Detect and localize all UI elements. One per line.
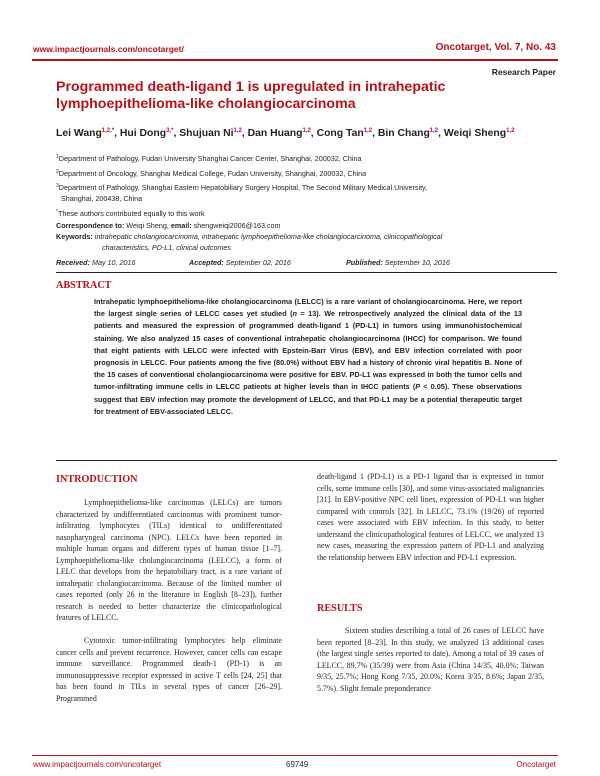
author-affiliation-mark: 1,2 <box>363 128 373 134</box>
left-column <box>56 497 282 704</box>
introduction-paragraph: Lymphoepithelioma-like carcinomas (LELCs) are tumors characterized by undifferentiated carcinomas with prominent tumor-infiltrating lymphocytes (TILs) identical to undifferentiated nasopharyngeal carcinoma (NPC). LELCs have been reported in multiple human organs and different types of human tissue [1–7]. Lymphoepithelioma-like cholangiocarcinoma (LELCC), a form of LELC that develops from the hepatobiliary tract, is a rare variant of intrahepatic cholangiocarcinoma. Because of the limited number of cases reported (only 26 in the literature in English [8–23]), further research is needed to better characterize the clinicopathological features of LELCC. <box>56 498 282 623</box>
accepted-label: Accepted: <box>189 258 224 267</box>
affiliation-text: Shanghai, 200438, China <box>61 194 143 203</box>
correspondence-name: Weiqi Sheng, <box>126 221 169 230</box>
affiliation-text: Department of Oncology, Shanghai Medical College, Fudan University, Shanghai, 200032, China <box>58 168 367 178</box>
affiliation-item <box>56 167 556 179</box>
abstract-text: Intrahepatic lymphoepithelioma-like cholangiocarcinoma (LELCC) is a rare variant of cholangiocarcinoma. Here, we report the largest single series of LELCC cases yet studied ( <box>94 297 522 319</box>
introduction-paragraph: Cytotoxic tumor-infiltrating lymphocytes help eliminate cancer cells and prevent recurrence. However, cancer cells can escape immune surveillance. Programmed death-1 (PD-1) is an immunosuppressive receptor expressed in active T cells [24, 25] that has been found in TILs in several types of cancer [26–29]. Programmed <box>56 636 282 703</box>
affiliation-item <box>56 207 556 219</box>
footer-journal-name: Oncotarget <box>516 760 556 769</box>
affiliation-item-continued <box>56 193 556 204</box>
footer-journal-url[interactable]: www.impactjournals.com/oncotarget <box>33 760 162 769</box>
author-list: Lei Wang$^{1,2,*}$, Hui Dong$^{3,*}$, Shujuan Ni$^{1,2}$, Dan Huang$^{1,2}$, Cong Tan$^{1,2}$, Bin Chang$^{1,2}$, Weiqi Sheng$^{1,2}$ <box>56 128 515 139</box>
author-affiliation-mark: 1,2 <box>233 128 242 134</box>
header-divider <box>32 59 558 61</box>
introduction-heading: INTRODUCTION <box>56 474 138 485</box>
article-metadata <box>56 220 556 253</box>
author-affiliation-mark: 1,2 <box>506 128 515 134</box>
keywords-text: intrahepatic cholangiocarcinoma, intrahepatic lymphoepithelioma-like cholangiocarcinoma, clinicopathological <box>94 232 443 241</box>
email-label: email: <box>170 221 192 230</box>
correspondence-line <box>56 220 556 231</box>
abstract-body <box>94 296 522 418</box>
author-name: Weiqi Sheng <box>443 128 507 139</box>
author-name: Hui Dong <box>119 128 167 139</box>
author-affiliation-mark: 1,2,* <box>101 128 115 134</box>
affiliation-mark: 1 <box>56 154 59 160</box>
footer-divider <box>32 755 558 756</box>
affiliation-text: Department of Pathology, Shanghai Eastern Hepatobiliary Surgery Hospital, The Second Military Medical University, <box>58 183 428 192</box>
keywords-text-continued: characteristics, PD-L1, clinical outcomes <box>102 243 232 252</box>
accepted-date <box>189 258 291 267</box>
received-label: Received: <box>56 258 90 267</box>
author-name: Bin Chang <box>377 128 430 139</box>
affiliation-mark: * <box>56 208 58 215</box>
author-affiliation-mark: 1,2 <box>429 128 439 134</box>
received-date <box>56 258 136 267</box>
published-date <box>346 258 450 267</box>
author-name: Lei Wang <box>56 128 102 139</box>
right-column-top <box>317 471 544 563</box>
right-column-results <box>317 625 544 694</box>
author-name: Cong Tan <box>316 128 364 139</box>
keywords-line <box>56 231 556 242</box>
introduction-paragraph: death-ligand 1 (PD-L1) is a PD-1 ligand that is expressed in tumor cells, some immune cells [30], and some virus-associated malignancies [31]. In EBV-positive NPC cell lines, expression of PD-L1 was higher compared with controls [32]. In LELCC, 73.1% (19/26) of reported cases were associated with EBV infection. In this study, to better understand the clinicopathological features of LELCC, we analyzed 13 new cases, measuring the expression pattern of PD-L1 and analyzing the relationship between EBV infection and PD-L1 expression. <box>317 472 544 562</box>
abstract-text: = 13). We retrospectively analyzed the clinical data of the 13 patients and measured the expression of programmed death-ligand 1 (PD-L1) in tumors using immunohistochemical staining. We also analyzed 15 cases of conventional intrahepatic cholangiocarcinoma (IHCC) for comparison. We found that eight patients with LELCC were infected with Epstein-Barr Virus (EBV), and EBV infection correlated with poor prognosis in LELCC. Four patients among the five (80.0%) without EBV had a history of chronic viral hepatitis B. None of the 15 cases of conventional cholangiocarcinoma were positive for EBV. PD-L1 was expressed in both the tumor cells and tumor-infiltrating immune cells in LELCC patients at higher levels than in IHCC patients ( <box>94 309 522 392</box>
affiliation-list <box>56 152 556 221</box>
abstract-text: < 0.05). These observations suggest that EBV infection may promote the development of LELCC, and that PD-L1 may be a potential therapeutic target for treatment of EBV-associated LELCC. <box>94 382 522 416</box>
page-number: 69749 <box>286 760 309 769</box>
abstract-divider <box>56 460 557 461</box>
results-paragraph: Sixteen studies describing a total of 26 cases of LELCC have been reported [8–23]. In this study, we analyzed 13 additional cases (the largest single series reported to date). Among a total of 39 cases of LELCC, 89.7% (35/39) were from Asia (China 14/35, 40.0%; Taiwan 9/35, 25.7%; Hong Kong 7/35, 20.0%; Korea 3/35, 8.6%; Japan 2/35, 5.7%). Slight female preponderance <box>317 626 544 693</box>
results-heading: RESULTS <box>317 603 363 614</box>
accepted-value: September 02, 2016 <box>225 258 291 267</box>
correspondence-email-link[interactable]: shengweiqi2006@163.com <box>193 221 281 230</box>
abstract-heading: ABSTRACT <box>56 280 112 291</box>
published-label: Published: <box>346 258 383 267</box>
affiliation-mark: 2 <box>56 168 59 175</box>
header-journal-citation: Oncotarget, Vol. 7, No. 43 <box>435 42 556 53</box>
abstract-n-symbol: n <box>292 309 298 319</box>
author-affiliation-mark: 3,* <box>166 128 174 134</box>
affiliation-item <box>56 152 556 164</box>
article-type-label: Research Paper <box>491 67 556 77</box>
author-affiliation-mark: 1,2 <box>302 128 311 134</box>
author-name: Dan Huang <box>247 128 303 139</box>
published-value: September 10, 2016 <box>384 258 450 267</box>
received-value: May 10, 2016 <box>91 258 136 267</box>
keywords-label: Keywords: <box>56 232 93 241</box>
dates-divider <box>56 272 557 273</box>
affiliation-mark: 3 <box>56 183 59 189</box>
header-journal-url[interactable]: www.impactjournals.com/oncotarget/ <box>33 44 184 54</box>
affiliation-text: Department of Pathology, Fudan University Shanghai Cancer Center, Shanghai, 200032, China <box>58 154 362 163</box>
correspondence-label: Correspondence to: <box>56 221 125 230</box>
author-name: Shujuan Ni <box>179 128 234 139</box>
affiliation-item <box>56 181 556 193</box>
article-title: Programmed death-ligand 1 is upregulated in intrahepatic lymphoepithelioma-like cholangiocarcinoma <box>56 79 446 112</box>
affiliation-text: These authors contributed equally to this work <box>57 208 205 218</box>
abstract-p-symbol: P <box>415 382 421 392</box>
